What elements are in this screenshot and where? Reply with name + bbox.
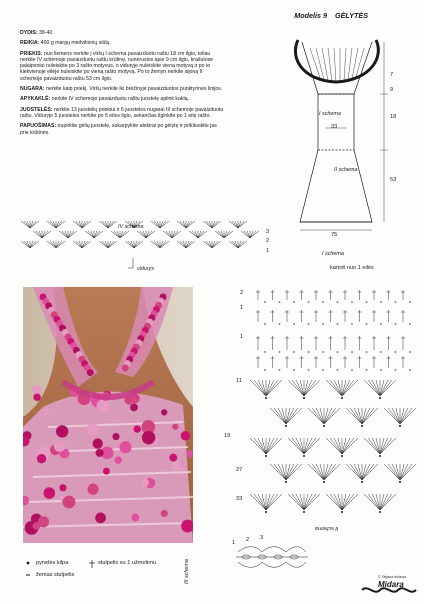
schema-ii-subtitle: kartoti nuo 1 eilės xyxy=(330,265,374,271)
schema-iv-row-3: 3 xyxy=(266,229,270,235)
dim-7: 7 xyxy=(390,72,394,78)
back-instructions: NUGARA: nerkite kaip priekį. Viršų nerkite iki brėžinyje pavaizduotos punktyrinės linijos. xyxy=(20,86,223,93)
schema-iii-row-1: 1 xyxy=(232,540,236,546)
schema-iv-row-1: 1 xyxy=(266,248,270,254)
schema-iv-row-2: 2 xyxy=(266,238,270,244)
dim-9: 9 xyxy=(390,87,394,93)
schema-ii-row-1a: 1 xyxy=(240,305,244,311)
schema-iv-center: vidurys xyxy=(137,266,155,272)
legend-item-slip: žemas stulpelis xyxy=(36,572,75,578)
diagram-caption: I schema xyxy=(322,251,344,257)
straps-instructions: JUOSTELĖS: nerkite 13 juostelių priekiui ir 6 juosteles nugarai III schemoje pavaizduotu raštu. Viduryje 5 juosteles nerkite po 5 eiles ilgio, sekančias ilginkite po 1 eilę rašto. xyxy=(20,106,224,119)
logo-name: Midara xyxy=(378,580,404,589)
schema-iii-row-3: 3 xyxy=(260,535,264,541)
diagram-label-ii: II schema xyxy=(334,167,358,173)
pattern-title: GĖLYTĖS xyxy=(334,11,368,20)
dim-18: 18 xyxy=(390,114,397,120)
schema-ii-row-2: 2 xyxy=(240,290,244,296)
schema-iii-row-2: 2 xyxy=(246,537,250,543)
legend-item-dc: stulpelis su 1 užmetimu xyxy=(98,560,157,566)
schema-ii-row-27: 27 xyxy=(236,467,243,473)
legend-item-chain: pynelės kilpa xyxy=(36,560,69,566)
logo-credit: © Tatjana leidinys xyxy=(378,575,407,579)
schema-ii-row-1b: 1 xyxy=(240,334,244,340)
schema-ii-row-33: 33 xyxy=(236,496,243,502)
materials-line: REIKIA: 400 g margų medvilninių siūlų. xyxy=(20,40,111,47)
schema-iii-title: III schema xyxy=(184,559,190,584)
schema-ii-title: II schema xyxy=(315,525,339,531)
dim-53: 53 xyxy=(390,177,397,183)
schema-iv-title: IV schema xyxy=(118,224,144,230)
model-label: Modelis 9 xyxy=(294,11,327,20)
dim-75: 75 xyxy=(331,232,338,238)
decoration-instructions: PAPUOŠIMAS: nupirkite gėlių juostelę, sukarpykite atskirai po gėlytę ir prikliuokite jas prie krūtinės. xyxy=(20,123,217,136)
schema-ii-row-11: 11 xyxy=(236,378,242,384)
diagram-label-i: I schema xyxy=(319,111,341,117)
dim-33: 33 xyxy=(331,124,338,130)
schema-ii-row-19: 19 xyxy=(224,433,231,439)
size-line: DYDIS: 38-40 xyxy=(20,30,53,36)
collar-instructions: APYKAKLĖ: nerkite IV schemoje pavaizduotu raštu juostelę aplink kaklą. xyxy=(20,96,189,103)
front-instructions: PRIEKIS: nuo liemens nerkite į viršų I schema pavaizduotu raštu 18 cm ilgio, toliau nerkite IV schemoje pavaizduotu raštu krūtinę, nunėrusios apie 9 cm ilgio, krašutose palaipsniui nuleiskite po 3 rašto motyvus, o viduryje nuleiskite vieną motyvą ir po to kiekvienoje eilėje nuleiskite po vieną rašto motyvą. Po to žemyn nerkite sijoną II schemoje pavaizduotu raštu 53 cm ilgio. xyxy=(20,50,214,82)
